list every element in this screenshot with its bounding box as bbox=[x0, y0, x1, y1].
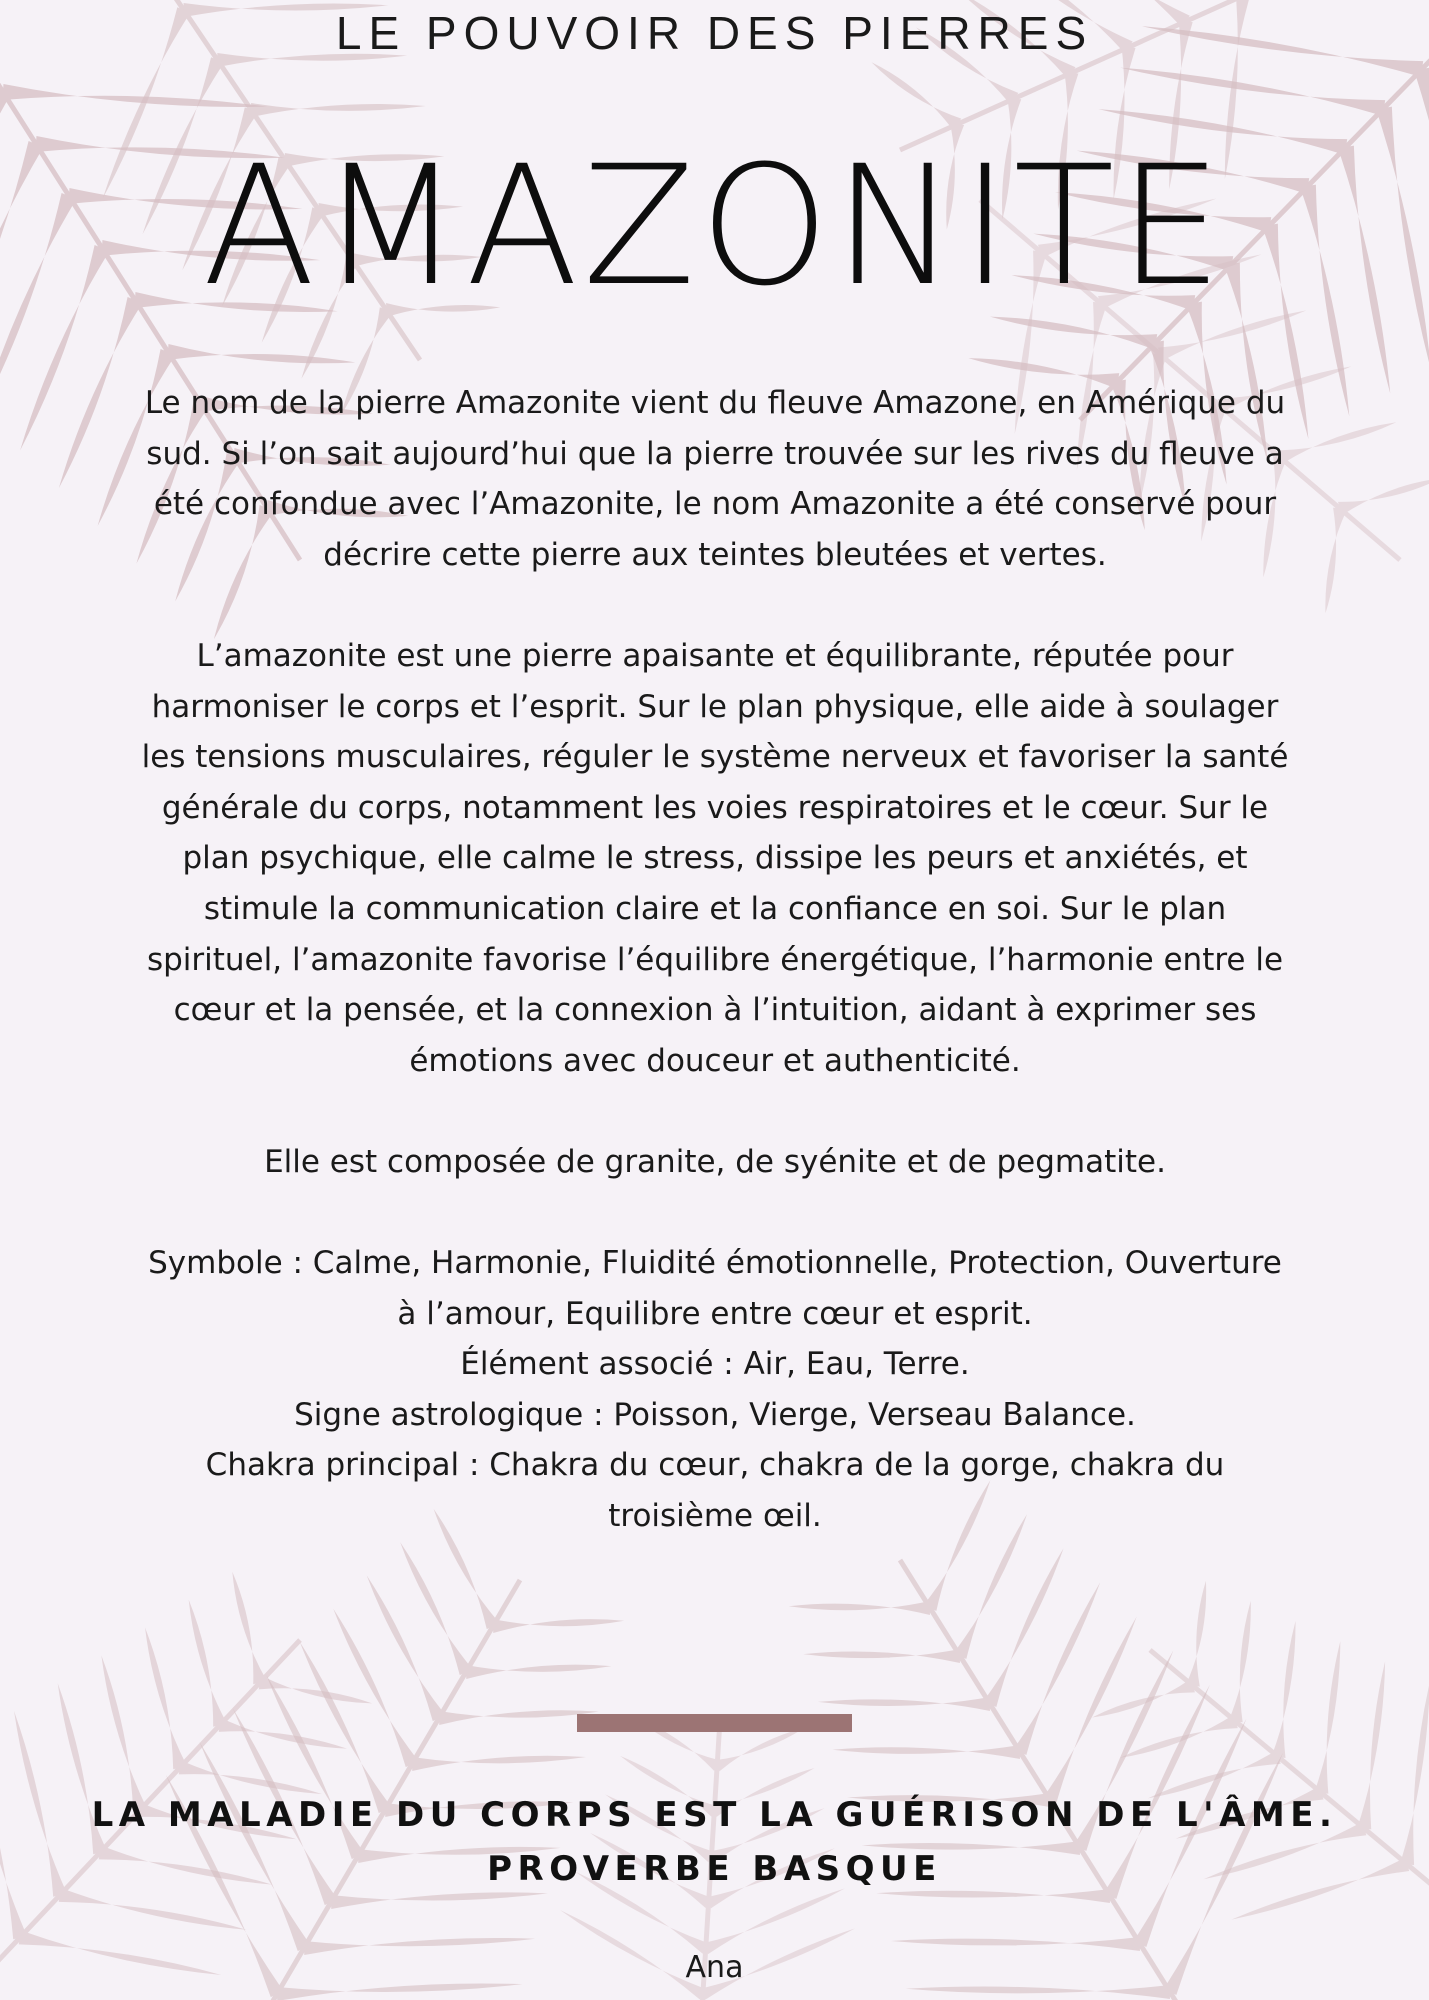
composition-paragraph: Elle est composée de granite, de syénite et de pegmatite. bbox=[264, 1143, 1166, 1180]
element-line: Élément associé : Air, Eau, Terre. bbox=[460, 1346, 970, 1383]
properties-paragraph: L’amazonite est une pierre apaisante et équilibrante, réputée pour harmoniser le corps et l’esprit. Sur le plan physique, elle aide à soulager les tensions musculaires, réguler le système nerveux et favoriser la santé générale du corps, notamment les voies respiratoires et le cœur. Sur le plan psychique, elle calme le stress, dissipe les peurs et anxiétés, et stimule la communication claire et la confiance en soi. Sur le plan spirituel, l’amazonite favorise l’équilibre énergétique, l’harmonie entre le cœur et la pensée, et la connexion à l’intuition, aidant à exprimer ses émotions avec douceur et authenticité. bbox=[141, 637, 1289, 1079]
article-body bbox=[135, 378, 1295, 1542]
intro-paragraph: Le nom de la pierre Amazonite vient du fleuve Amazone, en Amérique du sud. Si l’on sait aujourd’hui que la pierre trouvée sur les rives du fleuve a été confondue avec l’Amazonite, le nom Amazonite a été conservé pour décrire cette pierre aux teintes bleutées et vertes. bbox=[144, 385, 1286, 573]
quote-text: LA MALADIE DU CORPS EST LA GUÉRISON DE L'ÂME. bbox=[91, 1795, 1338, 1835]
page-title: AMAZONITE bbox=[202, 130, 1227, 322]
author-signature: Ana bbox=[685, 1950, 744, 1985]
astro-sign-line: Signe astrologique : Poisson, Vierge, Verseau Balance. bbox=[294, 1396, 1136, 1433]
divider-bar bbox=[577, 1714, 852, 1732]
chakra-line: Chakra principal : Chakra du cœur, chakra de la gorge, chakra du troisième œil. bbox=[205, 1447, 1225, 1535]
proverb-quote bbox=[0, 1788, 1429, 1896]
quote-source: PROVERBE BASQUE bbox=[487, 1849, 942, 1889]
series-kicker: LE POUVOIR DES PIERRES bbox=[335, 7, 1094, 59]
symbol-line: Symbole : Calme, Harmonie, Fluidité émotionnelle, Protection, Ouverture à l’amour, Equilibre entre cœur et esprit. bbox=[148, 1245, 1282, 1332]
